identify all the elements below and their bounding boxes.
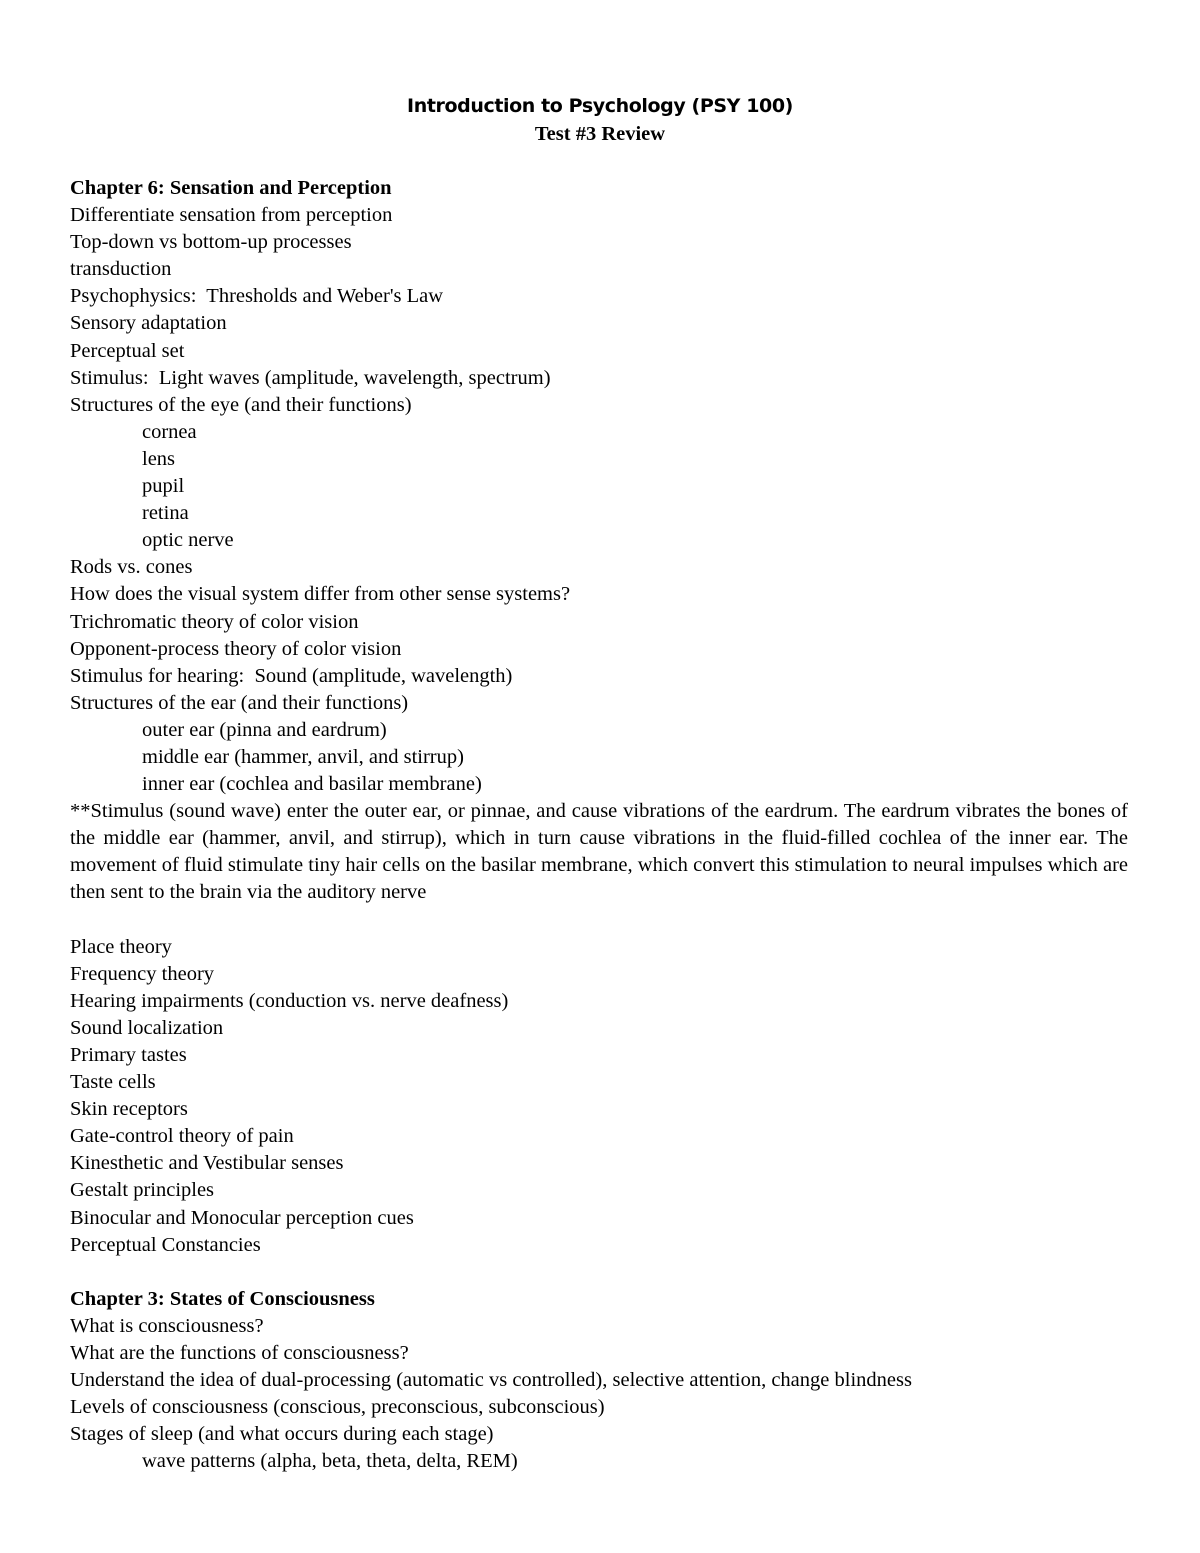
- list-item: Structures of the ear (and their functions): [70, 691, 409, 714]
- list-item: What are the functions of consciousness?: [70, 1342, 409, 1365]
- list-item: Hearing impairments (conduction vs. nerve deafness): [70, 989, 509, 1012]
- list-item: Place theory: [70, 935, 172, 958]
- list-item: Rods vs. cones: [70, 556, 193, 579]
- list-item: Understand the idea of dual-processing (automatic vs controlled), selective attention, change blindness: [70, 1369, 912, 1392]
- list-item: Perceptual Constancies: [70, 1233, 261, 1256]
- list-item: Opponent-process theory of color vision: [70, 637, 402, 660]
- list-item: Primary tastes: [70, 1044, 187, 1066]
- list-item: Top-down vs bottom-up processes: [70, 231, 352, 254]
- list-item: Binocular and Monocular perception cues: [70, 1206, 414, 1229]
- list-item: transduction: [70, 258, 172, 281]
- document-title: Introduction to Psychology (PSY 100): [407, 95, 793, 117]
- document-subtitle: Test #3 Review: [534, 123, 666, 145]
- list-item: Perceptual set: [70, 339, 185, 362]
- eye-structure-item: optic nerve: [142, 529, 234, 552]
- sleep-stage-item: wave patterns (alpha, beta, theta, delta, REM): [142, 1450, 518, 1473]
- eye-structure-item: lens: [142, 447, 176, 470]
- chapter-6-heading: Chapter 6: Sensation and Perception: [70, 177, 392, 199]
- eye-structure-item: cornea: [142, 420, 197, 443]
- list-item: Differentiate sensation from perception: [70, 204, 393, 227]
- hearing-paragraph: **Stimulus (sound wave) enter the outer ear, or pinnae, and cause vibrations of the eardrum. The eardrum vibrates the bones of the middle ear (hammer, anvil, and stirrup), which in turn cause vibrations in the fluid-filled cochlea of the inner ear. The movement of fluid stimulate tiny hair cells on the basilar membrane, which convert this stimulation to neural impulses which are then sent to the brain via the auditory nerve: [70, 800, 1128, 904]
- document-header: [0, 92, 1200, 148]
- document-body: [70, 175, 1128, 1476]
- list-item: Psychophysics: Thresholds and Weber's Law: [70, 285, 444, 308]
- list-item: Gestalt principles: [70, 1179, 215, 1202]
- ear-structure-item: middle ear (hammer, anvil, and stirrup): [142, 745, 464, 768]
- list-item: Trichromatic theory of color vision: [70, 610, 359, 633]
- list-item: Taste cells: [70, 1071, 156, 1094]
- ear-structure-item: outer ear (pinna and eardrum): [142, 718, 387, 741]
- list-item: Sensory adaptation: [70, 312, 227, 335]
- ear-structure-item: inner ear (cochlea and basilar membrane): [142, 773, 482, 796]
- list-item: Kinesthetic and Vestibular senses: [70, 1152, 344, 1175]
- list-item: Stages of sleep (and what occurs during each stage): [70, 1423, 494, 1446]
- list-item: Sound localization: [70, 1016, 224, 1039]
- list-item: Gate-control theory of pain: [70, 1125, 294, 1148]
- eye-structure-item: pupil: [142, 475, 185, 498]
- list-item: Frequency theory: [70, 962, 215, 985]
- list-item: What is consciousness?: [70, 1314, 264, 1337]
- list-item: How does the visual system differ from other sense systems?: [70, 583, 571, 606]
- blank-line: [70, 1259, 1128, 1286]
- list-item: Structures of the eye (and their functions): [70, 393, 412, 416]
- list-item: Skin receptors: [70, 1098, 188, 1121]
- list-item: Stimulus: Light waves (amplitude, wavelength, spectrum): [70, 366, 551, 389]
- list-item: Stimulus for hearing: Sound (amplitude, wavelength): [70, 664, 513, 687]
- blank-line: [70, 907, 1128, 934]
- list-item: Levels of consciousness (conscious, preconscious, subconscious): [70, 1396, 605, 1419]
- eye-structure-item: retina: [142, 502, 189, 525]
- chapter-3-heading: Chapter 3: States of Consciousness: [70, 1287, 375, 1310]
